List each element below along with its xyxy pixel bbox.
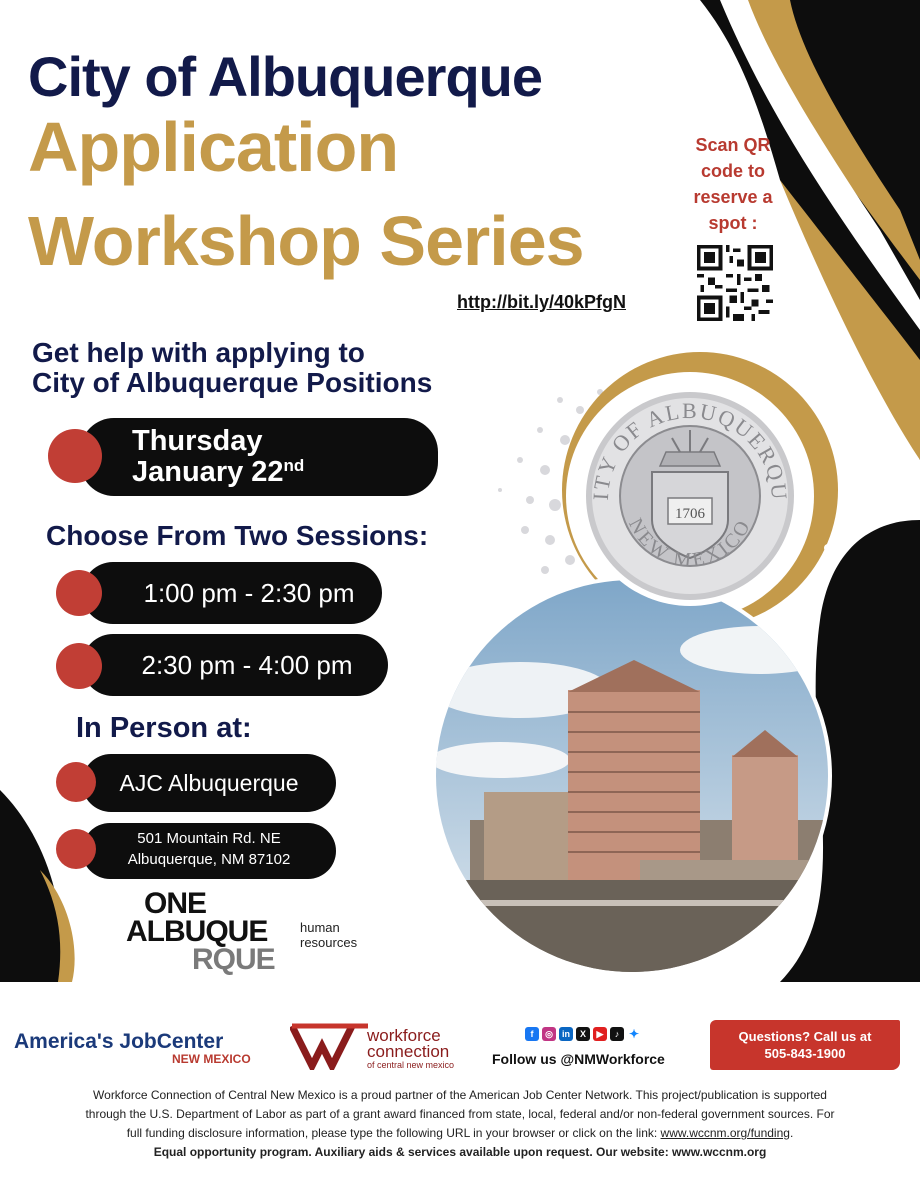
logo-line-one: ONE — [144, 887, 207, 920]
date-pill — [80, 418, 438, 496]
scan-line-4: spot : — [708, 213, 758, 233]
hr-line-1: human — [300, 920, 340, 935]
questions-callout — [710, 1020, 900, 1070]
qr-code[interactable] — [697, 245, 773, 321]
location-bullet — [56, 762, 96, 802]
session-1-bullet — [56, 570, 102, 616]
facebook-icon[interactable]: f — [525, 1027, 539, 1041]
scan-line-2: code to — [700, 161, 765, 181]
social-icons — [525, 1027, 641, 1041]
disclaimer-line-3 — [12, 1124, 908, 1143]
event-date-suffix: nd — [283, 456, 305, 475]
location-address — [82, 823, 336, 879]
bluesky-icon[interactable]: ✦ — [628, 1027, 640, 1041]
disclaimer-line-3-text: full funding disclosure information, please type the following URL in your browser or click on the link: — [126, 1126, 658, 1140]
choose-sessions-label: Choose From Two Sessions: — [46, 520, 429, 551]
title-city: City of Albuquerque — [28, 45, 543, 108]
scan-line-3: reserve a — [693, 187, 773, 207]
session-2: 2:30 pm - 4:00 pm — [82, 634, 388, 696]
questions-phone: 505-843-1900 — [764, 1046, 846, 1061]
disclaimer-line-2: through the U.S. Department of Labor as part of a grant award financed from state, local, federal and/or non-federal government sources. For — [85, 1107, 835, 1121]
equal-opportunity-text: Equal opportunity program. Auxiliary aids & services available upon request. Our website: www.wccnm.org — [153, 1145, 767, 1159]
workforce-connection-icon — [290, 1022, 370, 1070]
title-application: Application — [28, 108, 399, 186]
svg-text:CITY OF ALBUQUERQUE — [580, 386, 792, 502]
funding-link[interactable]: www.wccnm.org/funding — [660, 1126, 790, 1140]
event-date-text: January 22 — [132, 456, 284, 488]
tiktok-icon[interactable]: ♪ — [610, 1027, 624, 1041]
event-day: Thursday — [132, 425, 263, 457]
registration-link[interactable]: http://bit.ly/40kPfgN — [457, 292, 627, 312]
in-person-label: In Person at: — [76, 712, 252, 744]
logo-line-albuque: ALBUQUE — [126, 915, 268, 948]
session-1: 1:00 pm - 2:30 pm — [82, 562, 382, 624]
wfc-line-1: workforce — [367, 1026, 441, 1045]
youtube-icon[interactable]: ▶ — [593, 1027, 607, 1041]
intro-line-1: Get help with applying to — [32, 337, 365, 368]
location-name: AJC Albuquerque — [82, 754, 336, 812]
seal-bottom-text: NEW MEXICO — [624, 514, 756, 572]
linkedin-icon[interactable]: in — [559, 1027, 573, 1041]
disclaimer-line-1: Workforce Connection of Central New Mexico is a proud partner of the American Job Center Network. This project/publication is supported — [93, 1088, 827, 1102]
one-albuquerque-logo — [126, 887, 275, 976]
scan-qr-text — [678, 132, 788, 236]
intro-text — [32, 338, 432, 398]
human-resources-label — [300, 920, 357, 950]
address-line-1: 501 Mountain Rd. NE — [137, 830, 281, 847]
follow-us-text: Follow us @NMWorkforce — [492, 1051, 665, 1067]
city-seal — [580, 386, 800, 606]
logo-line-rque: RQUE — [192, 943, 275, 976]
wfc-line-2: connection — [367, 1042, 450, 1061]
workforce-connection-logo — [367, 1028, 454, 1070]
event-date — [132, 457, 438, 488]
address-bullet — [56, 829, 96, 869]
scan-line-1: Scan QR — [695, 135, 771, 155]
title-workshop-series: Workshop Series — [28, 202, 584, 280]
address-line-2: Albuquerque, NM 87102 — [127, 851, 291, 868]
instagram-icon[interactable]: ◎ — [542, 1027, 556, 1041]
x-icon[interactable]: X — [576, 1027, 590, 1041]
americas-job-center-logo: America's JobCenter — [14, 1030, 224, 1053]
seal-year: 1706 — [675, 506, 705, 522]
intro-line-2: City of Albuquerque Positions — [32, 367, 433, 398]
americas-job-center-sub: NEW MEXICO — [172, 1052, 251, 1066]
disclaimer-end: . — [789, 1126, 794, 1140]
seal-top-text: ITY OF ALBUQUERQU — [587, 397, 793, 503]
hr-line-2: resources — [300, 935, 358, 950]
svg-text:NEW MEXICO — [624, 515, 756, 572]
session-2-bullet — [56, 643, 102, 689]
wfc-line-3: of central new mexico — [367, 1060, 455, 1070]
disclaimer — [12, 1086, 908, 1162]
date-bullet — [48, 429, 102, 483]
questions-line-1: Questions? Call us at — [738, 1029, 872, 1044]
